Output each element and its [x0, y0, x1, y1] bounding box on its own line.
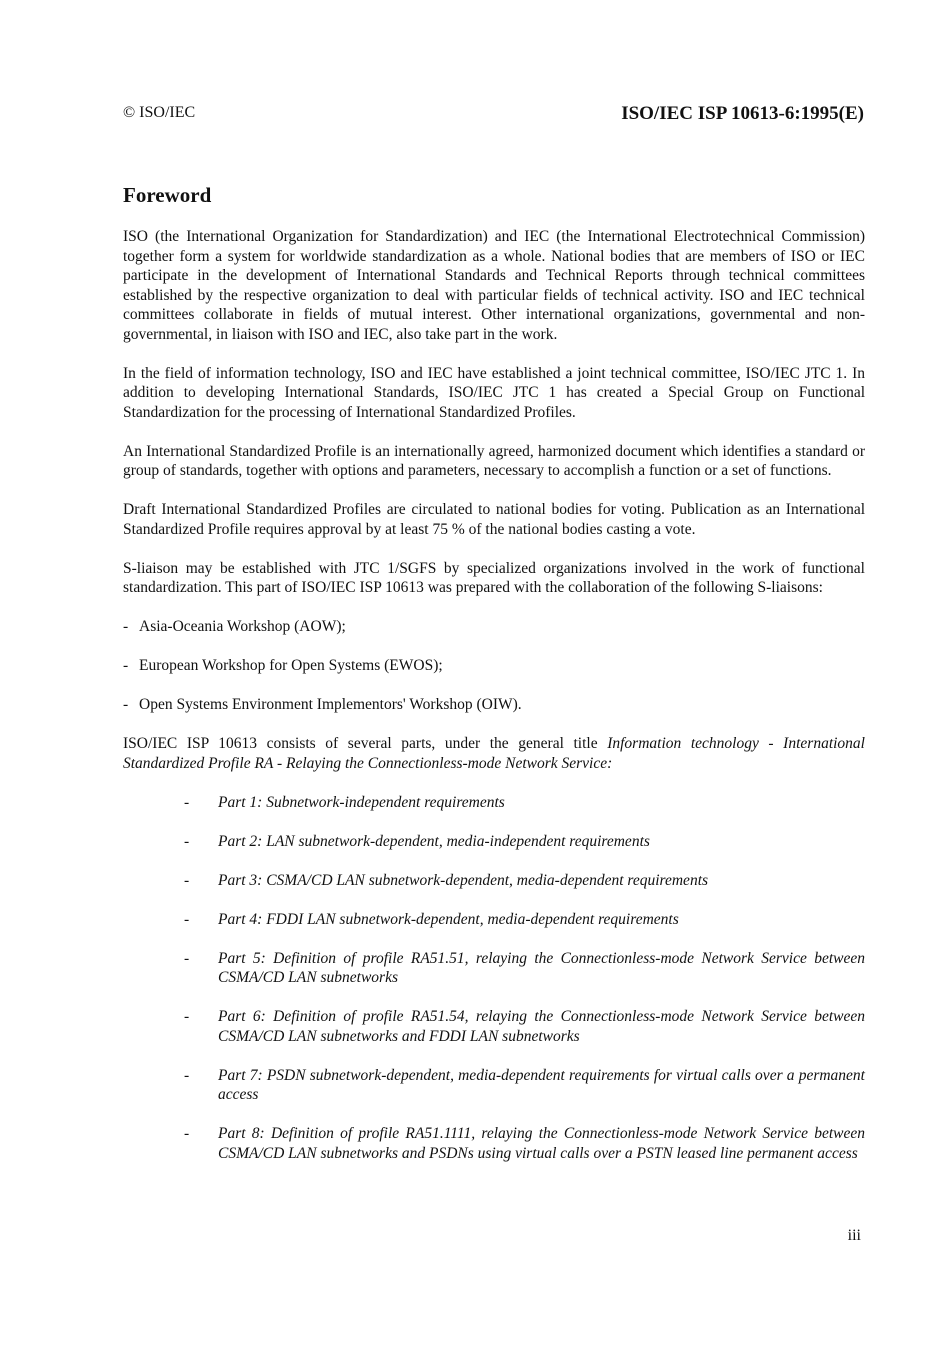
bullet-dash: - [184, 910, 190, 928]
part-text: Part 2: LAN subnetwork-dependent, media-independent requirements [218, 832, 650, 850]
part-text: Part 8: Definition of profile RA51.1111, relaying the Connectionless-mode Network Service between CSMA/CD LAN subnetworks and PSDNs using virtual calls over a PSTN leased line permanent access [218, 1125, 865, 1162]
part-item [123, 1007, 865, 1046]
bullet-dash: - [184, 1008, 190, 1025]
liaison-text: Asia-Oceania Workshop (AOW); [139, 618, 346, 635]
bullet-dash: - [123, 618, 129, 635]
parts-intro-title: Information technology - International Standardized Profile RA - Relaying the Connectionless-mode Network Service: [123, 735, 865, 772]
part-text: Part 4: FDDI LAN subnetwork-dependent, media-dependent requirements [218, 910, 679, 928]
bullet-dash: - [184, 793, 190, 811]
bullet-dash: - [184, 949, 190, 967]
page-title: Foreword [123, 183, 212, 207]
part-text: Part 5: Definition of profile RA51.51, relaying the Connectionless-mode Network Service between CSMA/CD LAN subnetworks [218, 949, 865, 986]
liaison-text: European Workshop for Open Systems (EWOS); [139, 657, 443, 674]
part-item [123, 832, 865, 852]
paragraph: S-liaison may be established with JTC 1/SGFS by specialized organizations involved in the work of functional standardization. This part of ISO/IEC ISP 10613 was prepared with the collaboration of the following S-liaisons: [123, 559, 865, 596]
bullet-dash: - [184, 871, 190, 889]
part-text: Part 6: Definition of profile RA51.54, relaying the Connectionless-mode Network Service between CSMA/CD LAN subnetworks and FDDI LAN subnetworks [218, 1008, 865, 1045]
bullet-dash: - [184, 1125, 190, 1142]
part-text: Part 1: Subnetwork-independent requirements [218, 793, 505, 811]
paragraph: An International Standardized Profile is an internationally agreed, harmonized document which identifies a standard or group of standards, together with options and parameters, necessary to accomplish a function or a set of functions. [123, 442, 865, 479]
part-text: Part 3: CSMA/CD LAN subnetwork-dependent, media-dependent requirements [218, 871, 709, 889]
liaison-item [123, 617, 865, 637]
bullet-dash: - [184, 832, 190, 850]
part-item [123, 793, 865, 813]
paragraph: ISO (the International Organization for Standardization) and IEC (the International Electrotechnical Commission) together form a system for worldwide standardization as a whole. National bodies that are members of ISO or IEC participate in the development of International Standards and Technical Reports through technical committees established by the respective organization to deal with particular fields of technical activity. ISO and IEC technical committees collaborate in fields of mutual interest. Other international organizations, governmental and non-governmental, in liaison with ISO and IEC, also take part in the work. [123, 228, 865, 343]
foreword-body [123, 227, 865, 1183]
bullet-dash: - [184, 1066, 190, 1084]
paragraph: In the field of information technology, ISO and IEC have established a joint technical committee, ISO/IEC JTC 1. In addition to developing International Standards, ISO/IEC JTC 1 has created a Special Group on Functional Standardization for the processing of International Standardized Profiles. [123, 364, 865, 421]
part-item [123, 949, 865, 988]
liaison-item [123, 695, 865, 715]
part-item [123, 1066, 865, 1105]
parts-intro [123, 734, 865, 773]
part-item [123, 910, 865, 930]
liaison-item [123, 656, 865, 676]
bullet-dash: - [123, 696, 129, 713]
bullet-dash: - [123, 657, 129, 674]
header-copyright: © ISO/IEC [123, 104, 196, 121]
part-item [123, 871, 865, 891]
header-document-id: ISO/IEC ISP 10613-6:1995(E) [621, 103, 864, 124]
page-number: iii [847, 1227, 861, 1244]
part-item [123, 1124, 865, 1163]
paragraph: Draft International Standardized Profiles are circulated to national bodies for voting. Publication as an International Standardized Profile requires approval by at least 75 % of the national bodies casting a vote. [123, 501, 865, 538]
parts-list [123, 793, 865, 1164]
liaison-text: Open Systems Environment Implementors' Workshop (OIW). [139, 696, 522, 713]
part-text: Part 7: PSDN subnetwork-dependent, media-dependent requirements for virtual calls over a permanent access [218, 1066, 865, 1103]
parts-intro-prefix: ISO/IEC ISP 10613 consists of several parts, under the general title [123, 735, 608, 752]
